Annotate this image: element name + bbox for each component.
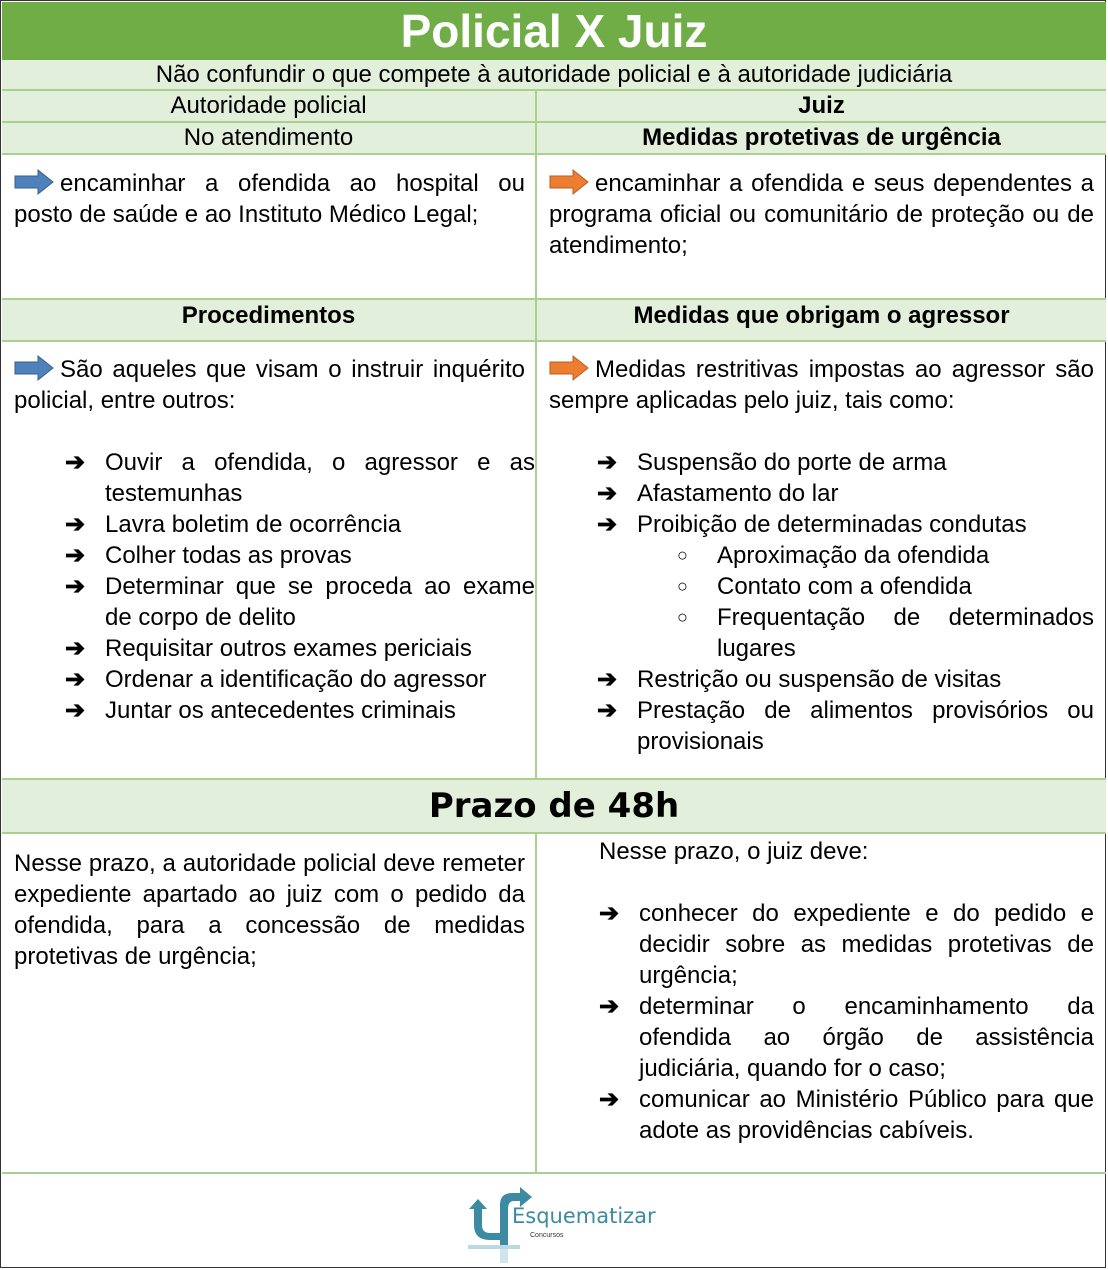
arrow-right-icon: ➔ [65, 635, 86, 662]
sub-list-item: ○ Contato com a ofendida [677, 573, 972, 600]
list-item: ➔ Colher todas as provas [65, 542, 352, 569]
list-item: ➔ Prestação de alimentos provisórios ou provisionais [597, 697, 1094, 755]
section1-right-header: Medidas protetivas de urgência [642, 124, 1001, 151]
arrow-right-icon: ➔ [65, 511, 86, 538]
list-item: ➔ Afastamento do lar [597, 480, 839, 507]
arrow-right-icon: ➔ [65, 449, 86, 476]
section1-right-text: encaminhar a ofendida e seus dependentes a programa oficial ou comunitário de proteção ou de atendimento; [549, 170, 1094, 259]
sub-list-item: ○ Aproximação da ofendida [677, 542, 990, 569]
circle-bullet-icon: ○ [677, 576, 688, 596]
section1-body [2, 155, 1106, 300]
arrow-right-icon: ➔ [65, 697, 86, 724]
list-item: ➔ Restrição ou suspensão de visitas [597, 666, 1002, 693]
list-item: ➔ Lavra boletim de ocorrência [65, 511, 402, 538]
juiz-deve-list [537, 898, 1106, 1144]
arrow-right-icon: ➔ [597, 511, 618, 538]
section2-right-intro-text: Medidas restritivas impostas ao agressor são sempre aplicadas pelo juiz, tais como: [549, 356, 1094, 414]
list-item: ➔ Proibição de determinadas condutas ○ Aproximação da ofendida ○ Contato com a ofendida ○ Frequentação de determinados lugares [597, 511, 1094, 662]
page-title: Policial X Juiz [2, 2, 1106, 60]
arrow-right-icon: ➔ [597, 480, 618, 507]
section1-left-cell [2, 155, 537, 298]
section1-right-paragraph [537, 168, 1106, 261]
procedimentos-list [2, 447, 535, 726]
section2-right-intro [537, 354, 1106, 416]
circle-bullet-icon: ○ [677, 607, 688, 627]
medidas-agressor-list [537, 447, 1106, 757]
orange-arrow-icon [549, 169, 589, 195]
arrow-right-icon: ➔ [65, 542, 86, 569]
prazo-body [2, 834, 1106, 1174]
section2-left-intro [2, 354, 535, 416]
section2-left-cell [2, 342, 537, 778]
logo-tagline: Concursos [530, 1232, 564, 1239]
arrow-right-icon: ➔ [65, 666, 86, 693]
page-subtitle: Não confundir o que compete à autoridade policial e à autoridade judiciária [2, 60, 1106, 91]
section2-right-cell [537, 342, 1106, 778]
blue-arrow-icon [14, 355, 54, 381]
logo-name: Esquematizar [512, 1204, 656, 1228]
list-item: ➔ Requisitar outros exames periciais [65, 635, 472, 662]
prazo-header: Prazo de 48h [2, 780, 1106, 834]
section1-left-text: encaminhar a ofendida ao hospital ou posto de saúde e ao Instituto Médico Legal; [14, 170, 525, 228]
arrow-right-icon: ➔ [599, 1086, 620, 1113]
prazo-right-cell [537, 834, 1106, 1172]
list-item: ➔ comunicar ao Ministério Público para que adote as providências cabíveis. [599, 1086, 1094, 1144]
section1-right-cell [537, 155, 1106, 298]
section2-headers [2, 300, 1106, 342]
section2-right-header: Medidas que obrigam o agressor [633, 302, 1010, 329]
sub-list-item: ○ Frequentação de determinados lugares [677, 604, 1094, 662]
column-header-juiz: Juiz [798, 92, 845, 119]
section2-body [2, 342, 1106, 780]
blue-arrow-icon [14, 169, 54, 195]
arrow-right-icon: ➔ [599, 993, 620, 1020]
section2-left-header: Procedimentos [2, 300, 537, 340]
section1-left-paragraph [2, 168, 535, 230]
list-item: ➔ determinar o encaminhamento da ofendida ao órgão de assistência judiciária, quando for o caso; [599, 993, 1094, 1082]
list-item: ➔ conhecer do expediente e do pedido e decidir sobre as medidas protetivas de urgência; [599, 900, 1094, 989]
prazo-left-cell [2, 834, 537, 1172]
prazo-left-text: Nesse prazo, a autoridade policial deve remeter expediente apartado ao juiz com o pedido da ofendida, para a concessão de medidas protetivas de urgência; [14, 850, 525, 970]
circle-bullet-icon: ○ [677, 545, 688, 565]
list-item: ➔ Determinar que se proceda ao exame de corpo de delito [65, 573, 535, 631]
list-item: ➔ Suspensão do porte de arma [597, 449, 947, 476]
arrow-right-icon: ➔ [65, 573, 86, 600]
list-item: ➔ Ouvir a ofendida, o agressor e as testemunhas [65, 449, 535, 507]
section1-left-header: No atendimento [2, 123, 537, 153]
section1-headers [2, 123, 1106, 155]
arrow-right-icon: ➔ [597, 666, 618, 693]
list-item: ➔ Juntar os antecedentes criminais [65, 697, 456, 724]
arrow-right-icon: ➔ [597, 697, 618, 724]
column-headers [2, 91, 1106, 123]
condutas-sublist [637, 540, 1094, 664]
list-item: ➔ Ordenar a identificação do agressor [65, 666, 487, 693]
column-header-policial: Autoridade policial [2, 91, 537, 121]
section2-left-intro-text: São aqueles que visam o instruir inquérito policial, entre outros: [14, 356, 525, 414]
arrow-right-icon: ➔ [597, 449, 618, 476]
prazo-right-intro: Nesse prazo, o juiz deve: [599, 838, 869, 865]
orange-arrow-icon [549, 355, 589, 381]
arrow-right-icon: ➔ [599, 900, 620, 927]
